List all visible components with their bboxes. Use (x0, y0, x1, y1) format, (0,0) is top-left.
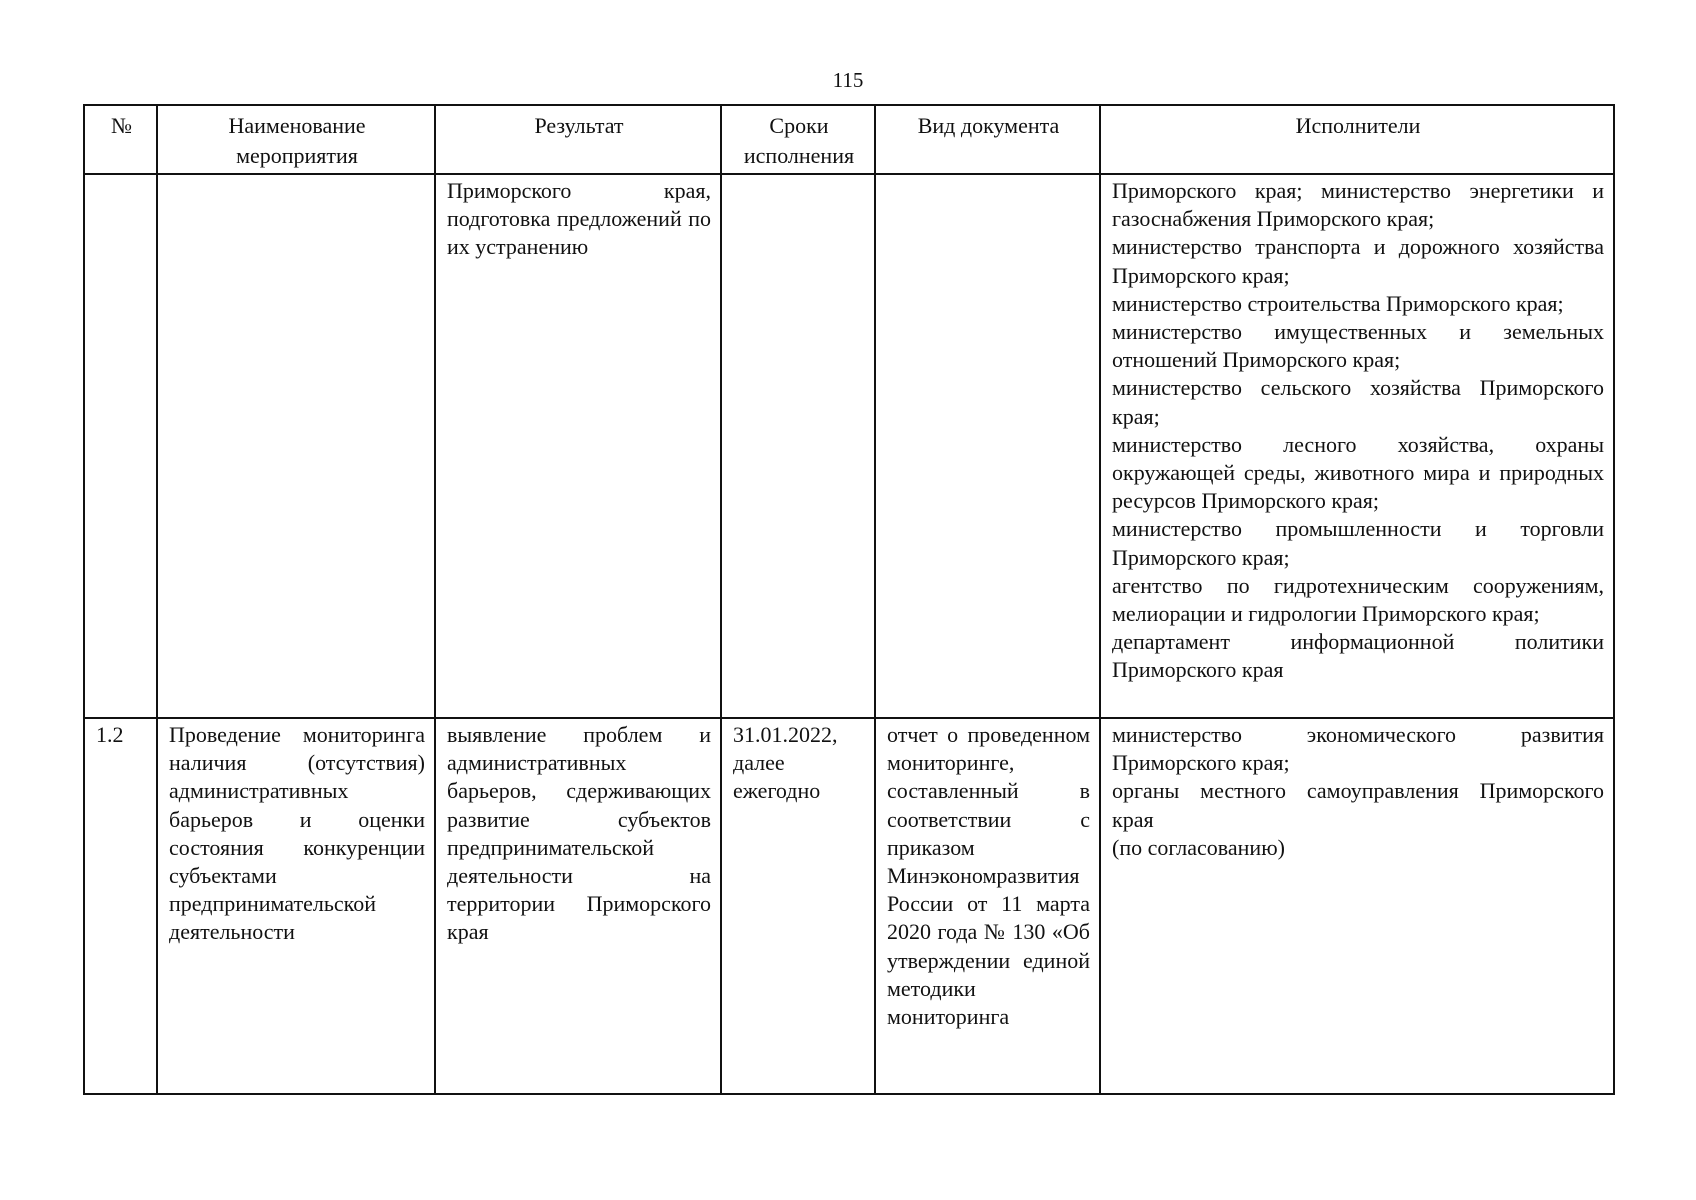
table-header-row (84, 105, 1614, 174)
executor-line: органы местного самоуправления Приморского края (1112, 778, 1604, 832)
header-deadline: Сроки исполнения (721, 105, 875, 174)
header-document: Вид документа (875, 105, 1100, 174)
executor-line: министерство лесного хозяйства, охраны окружающей среды, животного мира и природных ресурсов Приморского края; (1112, 431, 1604, 514)
header-result: Результат (435, 105, 721, 174)
cell-document (875, 174, 1100, 718)
executor-line: (по согласованию) (1112, 834, 1285, 860)
table-row (84, 718, 1614, 1094)
cell-result: выявление проблем и административных барьеров, сдерживающих развитие субъектов предпринимательской деятельности на территории Приморского края (435, 718, 721, 1094)
executor-line: департамент информационной политики Приморского края (1112, 629, 1604, 683)
header-number: № (84, 105, 157, 174)
cell-name: Проведение мониторинга наличия (отсутствия) административных барьеров и оценки состояния конкуренции субъектами предпринимательской деятельности (157, 718, 435, 1094)
executor-line: агентство по гидротехническим сооружениям, мелиорации и гидрологии Приморского края; (1112, 572, 1604, 627)
cell-name (157, 174, 435, 718)
executor-line: министерство строительства Приморского края; (1112, 290, 1564, 316)
executor-line: министерство экономического развития Приморского края; (1112, 722, 1604, 776)
header-executors: Исполнители (1100, 105, 1614, 174)
cell-number (84, 174, 157, 718)
executor-line: Приморского края; министерство энергетики и газоснабжения Приморского края; (1112, 178, 1604, 232)
executor-line: министерство транспорта и дорожного хозяйства Приморского края; (1112, 234, 1604, 288)
cell-result: Приморского края, подготовка предложений по их устранению (435, 174, 721, 718)
cell-document: отчет о проведенном мониторинге, составленный в соответствии с приказом Минэкономразвития России от 11 марта 2020 года № 130 «Об утверждении единой методики мониторинга (875, 718, 1100, 1094)
activities-table (83, 104, 1615, 1095)
executor-line: министерство сельского хозяйства Приморского края; (1112, 375, 1604, 429)
cell-deadline: 31.01.2022, далее ежегодно (721, 718, 875, 1094)
cell-number: 1.2 (84, 718, 157, 1094)
cell-executors (1100, 174, 1614, 718)
executor-line: министерство имущественных и земельных отношений Приморского края; (1112, 319, 1604, 373)
executor-line: министерство промышленности и торговли Приморского края; (1112, 516, 1604, 570)
cell-deadline (721, 174, 875, 718)
table-row (84, 174, 1614, 718)
page-number: 115 (832, 68, 864, 92)
header-name: Наименование мероприятия (157, 105, 435, 174)
cell-executors (1100, 718, 1614, 1094)
